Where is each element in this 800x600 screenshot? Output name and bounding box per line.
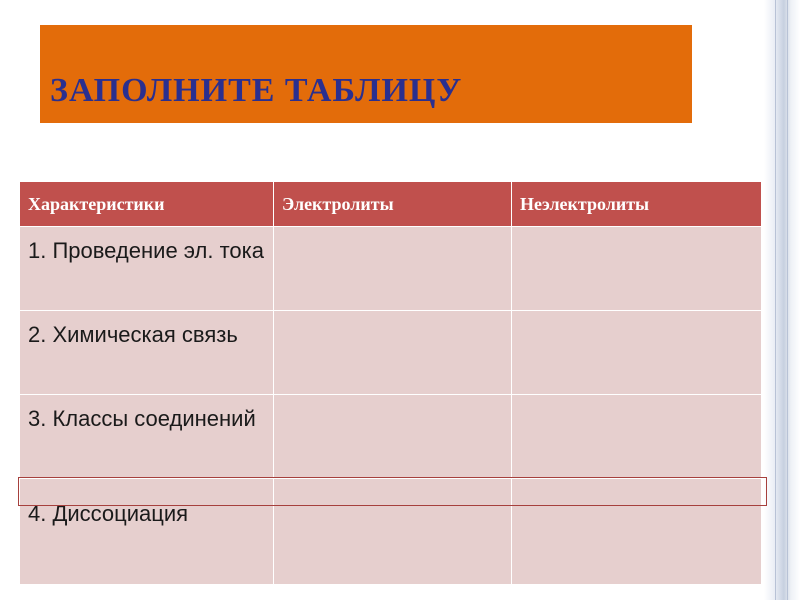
header-characteristics: Характеристики bbox=[20, 182, 274, 227]
row-label: 4. Диссоциация bbox=[20, 479, 274, 585]
table-cell[interactable] bbox=[274, 227, 512, 311]
table-row bbox=[20, 227, 762, 311]
table-cell[interactable] bbox=[274, 395, 512, 479]
table-header-row bbox=[20, 182, 762, 227]
row-label: 3. Классы соединений bbox=[20, 395, 274, 479]
slide-border-decoration bbox=[764, 0, 800, 600]
table-cell[interactable] bbox=[512, 311, 762, 395]
table-row bbox=[20, 311, 762, 395]
header-nonelectrolytes: Неэлектролиты bbox=[512, 182, 762, 227]
fill-in-table bbox=[19, 181, 762, 585]
slide-border-line bbox=[787, 0, 788, 600]
selection-outline bbox=[18, 477, 767, 506]
slide-border-line bbox=[775, 0, 776, 600]
row-label: 2. Химическая связь bbox=[20, 311, 274, 395]
table-row bbox=[20, 395, 762, 479]
header-electrolytes: Электролиты bbox=[274, 182, 512, 227]
table-cell[interactable] bbox=[274, 311, 512, 395]
slide-title: ЗАПОЛНИТЕ ТАБЛИЦУ bbox=[50, 72, 463, 109]
table-cell[interactable] bbox=[512, 395, 762, 479]
table-cell[interactable] bbox=[512, 227, 762, 311]
row-label: 1. Проведение эл. тока bbox=[20, 227, 274, 311]
